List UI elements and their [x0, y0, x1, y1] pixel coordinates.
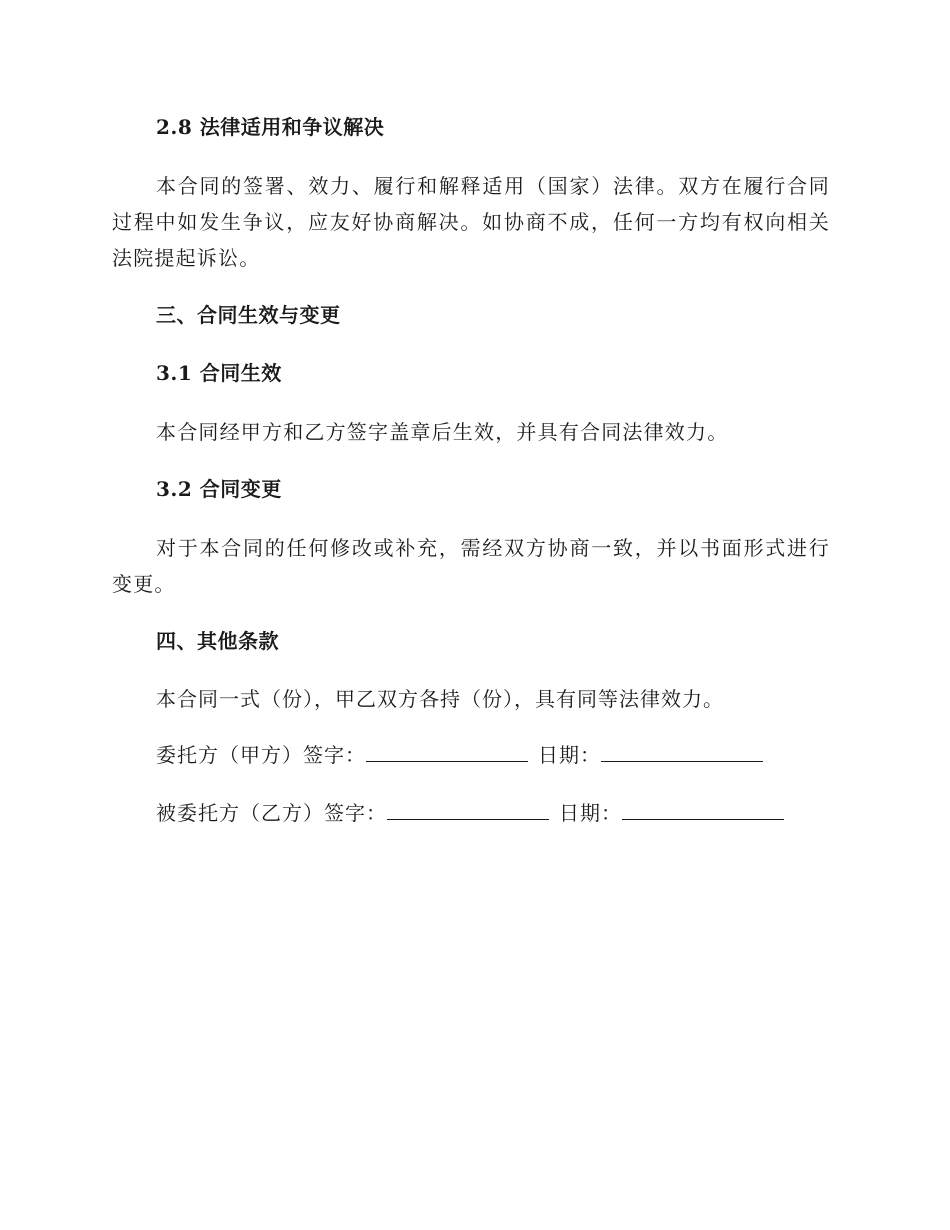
section-4-body: 本合同一式（份），甲乙双方各持（份），具有同等法律效力。	[156, 687, 724, 711]
party-b-signature-blank[interactable]	[387, 797, 549, 820]
section-2-8-title: 2.8 法律适用和争议解决	[156, 115, 385, 139]
party-a-signature-label: 委托方（甲方）签字：	[156, 743, 366, 767]
party-b-signature-label: 被委托方（乙方）签字：	[156, 801, 387, 825]
party-a-date-blank[interactable]	[601, 739, 763, 762]
section-3-1-title: 3.1 合同生效	[156, 361, 282, 385]
section-3-2-body: 对于本合同的任何修改或补充，需经双方协商一致，并以书面形式进行变更。	[112, 536, 830, 596]
section-4-title: 四、其他条款	[156, 629, 279, 653]
party-b-signature-line	[112, 796, 830, 830]
party-a-signature-line	[112, 738, 830, 772]
document-body	[112, 110, 830, 854]
party-a-date-label: 日期：	[538, 743, 601, 767]
party-a-signature-blank[interactable]	[366, 739, 528, 762]
section-2-8-body: 本合同的签署、效力、履行和解释适用（国家）法律。双方在履行合同过程中如发生争议，应友好协商解决。如协商不成，任何一方均有权向相关法院提起诉讼。	[112, 174, 830, 270]
section-3-title: 三、合同生效与变更	[156, 303, 341, 327]
party-b-date-label: 日期：	[559, 801, 622, 825]
section-3-1-body: 本合同经甲方和乙方签字盖章后生效，并具有合同法律效力。	[156, 420, 729, 444]
party-b-date-blank[interactable]	[622, 797, 784, 820]
section-3-2-title: 3.2 合同变更	[156, 477, 282, 501]
